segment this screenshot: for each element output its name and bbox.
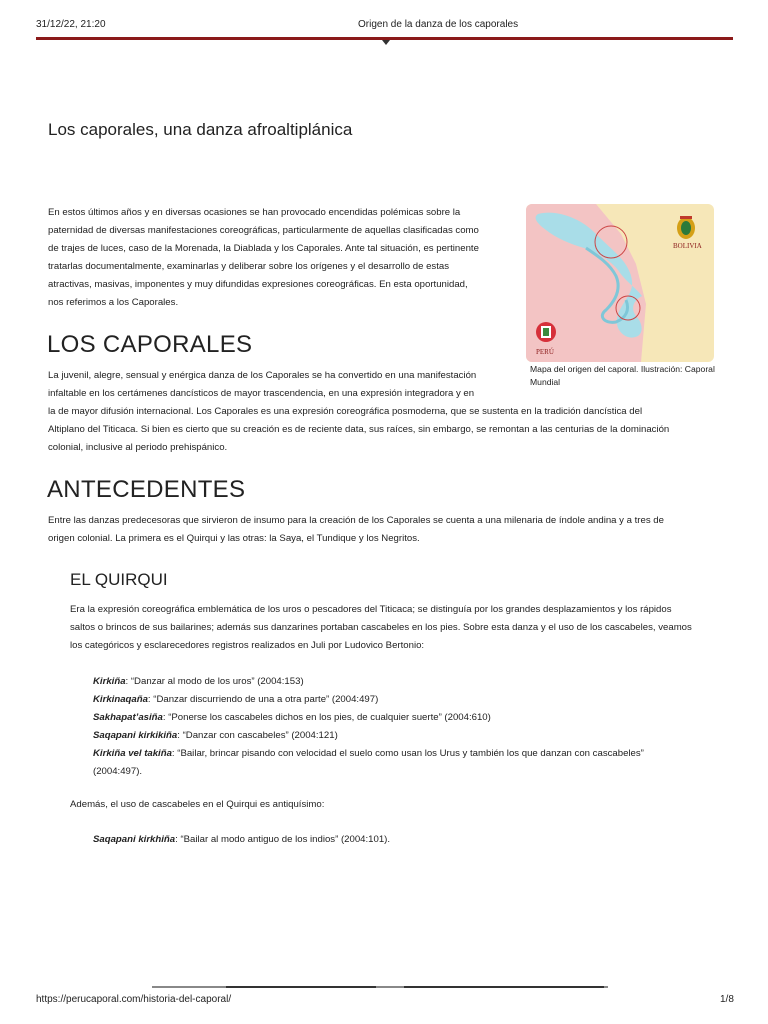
- entry-term: Saqapani kirkikiña: [93, 730, 178, 741]
- map-caption-line: Mundial: [530, 377, 561, 387]
- entry-term: Saqapani kirkhiña: [93, 834, 176, 845]
- map-label-bolivia: BOLIVIA: [673, 242, 702, 250]
- section1-line: infaltable en los certámenes dancísticos de mayor trascendencia, en una expresión integradora y en: [48, 388, 475, 399]
- section2-line: Entre las danzas predecesoras que sirvieron de insumo para la creación de los Caporales se cuenta a una milenaria de índole andina y a tres de: [48, 515, 664, 526]
- intro-line: nos referimos a los Caporales.: [48, 297, 179, 308]
- origin-map-image: [526, 204, 714, 362]
- heading-los-caporales: LOS CAPORALES: [47, 331, 253, 358]
- intro-paragraph: [48, 204, 518, 312]
- section3-line: los categóricos y esclarecedores registros realizados en Juli por Ludovico Bertonio:: [70, 640, 425, 651]
- entry-definition: : “Bailar al modo antiguo de los indios” (2004:101).: [175, 834, 391, 845]
- section3-line: Era la expresión coreográfica emblemática de los uros o pescadores del Titicaca; se distinguía por los grandes desplazamientos y los rápidos: [70, 604, 672, 615]
- page-scroll-indicator-segment: [226, 986, 376, 988]
- header-dropdown-marker: [382, 40, 390, 45]
- map-label-peru: PERÚ: [536, 348, 554, 356]
- peru-coat-of-arms-icon: [536, 322, 556, 342]
- section1-line: La juvenil, alegre, sensual y enérgica danza de los Caporales se ha convertido en una manifestación: [48, 370, 477, 381]
- intro-line: atractivas, masivas, imponentes y muy difundidas expresiones coreográficas. En esta oportunidad,: [48, 279, 468, 290]
- print-url: https://perucaporal.com/historia-del-caporal/: [36, 994, 232, 1005]
- entry-definition: : “Danzar con cascabeles” (2004:121): [177, 730, 338, 741]
- intro-line: En estos últimos años y en diversas ocasiones se han provocado encendidas polémicas sobre la: [48, 207, 461, 218]
- section3-line: saltos o brincos de sus bailarines; además sus danzarines portaban cascabeles en los pies. Sobre esta danza y el uso de los cascabeles, veamos: [70, 622, 692, 633]
- entry-continuation: (2004:497).: [93, 766, 143, 777]
- heading-el-quirqui: EL QUIRQUI: [70, 570, 168, 589]
- print-datetime: 31/12/22, 21:20: [36, 19, 106, 30]
- section2-line: origen colonial. La primera es el Quirqui y las otras: la Saya, el Tundique y los Negritos.: [48, 533, 420, 544]
- page-scroll-indicator-segment: [404, 986, 604, 988]
- entry-definition: : “Bailar, brincar pisando con velocidad el suelo como usan los Urus y también los que danzan con cascabeles”: [171, 748, 644, 759]
- entry-definition: : “Ponerse los cascabeles dichos en los pies, de cualquier suerte” (2004:610): [162, 712, 491, 723]
- intro-line: tratarlas documentalmente, examinarlas y deliberar sobre los orígenes y el desarrollo de estas: [48, 261, 450, 272]
- print-page-number: 1/8: [720, 994, 734, 1005]
- heading-antecedentes: ANTECEDENTES: [47, 476, 246, 503]
- entry-item: [93, 691, 733, 709]
- further-note: Además, el uso de cascabeles en el Quirqui es antiquísimo:: [70, 799, 325, 810]
- print-page-title: Origen de la danza de los caporales: [358, 19, 519, 30]
- section2-paragraph: [48, 512, 738, 548]
- entry-term: Kirkiña: [93, 676, 126, 687]
- intro-line: paternidad de diversas manifestaciones coreográficas, particularmente de aquellas clasificadas como: [48, 225, 479, 236]
- section1-paragraph: [48, 367, 738, 457]
- entry-item: [93, 727, 733, 745]
- entry-term: Kirkiña vel takiña: [93, 748, 172, 759]
- entry-term: Kirkinaqaña: [93, 694, 148, 705]
- entry-item: [93, 745, 733, 763]
- entry-item: [93, 673, 733, 691]
- section1-line: la de mayor difusión internacional. Los Caporales es una expresión coreográfica posmoderna, que se sustenta en la tradición dancística del: [48, 406, 643, 417]
- entry-definition: : “Danzar discurriendo de una a otra parte” (2004:497): [147, 694, 379, 705]
- section3-paragraph: [70, 601, 740, 655]
- intro-line: de trajes de luces, caso de la Morenada, la Diablada y los Caporales. Ante tal situación, es pertinente: [48, 243, 479, 254]
- section1-line: Altiplano del Titicaca. Si bien es cierto que su creación es de reciente data, sus raíces, sin embargo, se remontan a las centurias de la dominación: [48, 424, 670, 435]
- article-title: Los caporales, una danza afroaltiplánica: [48, 120, 353, 139]
- entry-term: Sakhapat’asiña: [93, 712, 163, 723]
- entry-definition: : “Danzar al modo de los uros” (2004:153): [125, 676, 304, 687]
- entry-item-last: [93, 831, 733, 849]
- section1-line: colonial, inclusive al periodo prehispánico.: [48, 442, 228, 453]
- bertonio-entries: [93, 673, 733, 781]
- map-caption-line: Mapa del origen del caporal. Ilustración: Caporal: [530, 364, 715, 374]
- entry-item: [93, 709, 733, 727]
